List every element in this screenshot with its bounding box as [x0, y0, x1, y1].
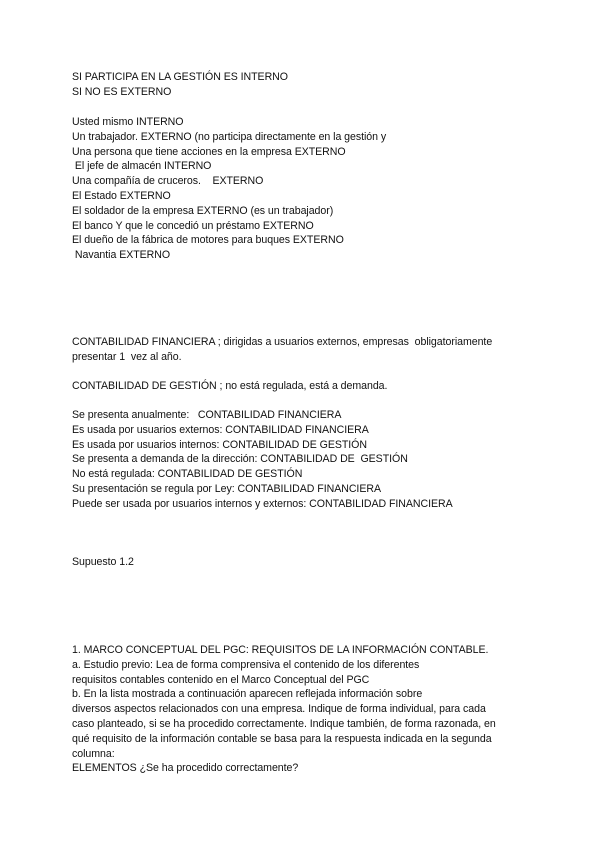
financiera-definition [72, 335, 492, 365]
stakeholder-item: El banco Y que le concedió un préstamo EXTERNO [72, 219, 314, 232]
classification-item: Es usada por usuarios externos: CONTABILIDAD FINANCIERA [72, 423, 369, 436]
stakeholder-item: El soldador de la empresa EXTERNO (es un trabajador) [72, 204, 334, 217]
financiera-definition-line: CONTABILIDAD FINANCIERA ; dirigidas a usuarios externos, empresas obligatoriamente [72, 336, 493, 348]
stakeholder-item: El dueño de la fábrica de motores para buques EXTERNO [72, 234, 344, 247]
marco-conceptual-exercise [72, 643, 496, 776]
classification-item: Se presenta anualmente: CONTABILIDAD FINANCIERA [72, 409, 342, 421]
classification-item: Se presenta a demanda de la dirección: CONTABILIDAD DE GESTIÓN [72, 453, 408, 466]
supuesto-heading: Supuesto 1.2 [72, 556, 134, 568]
financiera-definition-line: presentar 1 vez al año. [72, 350, 182, 363]
classification-item: Puede ser usada por usuarios internos y externos: CONTABILIDAD FINANCIERA [72, 497, 453, 510]
internal-external-rule [72, 70, 288, 100]
rule-line-external: SI NO ES EXTERNO [72, 85, 172, 98]
exercise-line: diversos aspectos relacionados con una empresa. Indique de forma individual, para cada [72, 703, 486, 716]
gestion-definition: CONTABILIDAD DE GESTIÓN ; no está regulada, está a demanda. [72, 380, 388, 392]
stakeholder-item: El jefe de almacén INTERNO [72, 160, 212, 173]
stakeholder-item: Una compañía de cruceros. EXTERNO [72, 175, 264, 188]
accounting-classification-list [72, 408, 453, 512]
exercise-line: qué requisito de la información contable se basa para la respuesta indicada en la segunda [72, 732, 492, 745]
stakeholder-item: Un trabajador. EXTERNO (no participa directamente en la gestión y [72, 130, 387, 143]
exercise-line: columna: [72, 747, 115, 760]
stakeholder-item: Navantia EXTERNO [72, 249, 171, 262]
exercise-line: caso planteado, si se ha procedido correctamente. Indique también, de forma razonada, en [72, 717, 496, 730]
exercise-line: b. En la lista mostrada a continuación aparecen reflejada información sobre [72, 688, 423, 701]
stakeholder-item: El Estado EXTERNO [72, 189, 171, 202]
classification-item: Es usada por usuarios internos: CONTABILIDAD DE GESTIÓN [72, 438, 367, 451]
exercise-title: 1. MARCO CONCEPTUAL DEL PGC: REQUISITOS DE LA INFORMACIÓN CONTABLE. [72, 644, 489, 656]
classification-item: Su presentación se regula por Ley: CONTABILIDAD FINANCIERA [72, 482, 381, 495]
stakeholder-list [72, 115, 386, 263]
stakeholder-item: Usted mismo INTERNO [72, 116, 184, 128]
classification-item: No está regulada: CONTABILIDAD DE GESTIÓN [72, 468, 303, 481]
exercise-line: requisitos contables contenido en el Marco Conceptual del PGC [72, 673, 370, 686]
stakeholder-item: Una persona que tiene acciones en la empresa EXTERNO [72, 145, 346, 158]
exercise-line: a. Estudio previo: Lea de forma comprensiva el contenido de los diferentes [72, 658, 420, 671]
elements-column-header: ELEMENTOS ¿Se ha procedido correctamente? [72, 762, 299, 775]
rule-line-internal: SI PARTICIPA EN LA GESTIÓN ES INTERNO [72, 71, 288, 83]
